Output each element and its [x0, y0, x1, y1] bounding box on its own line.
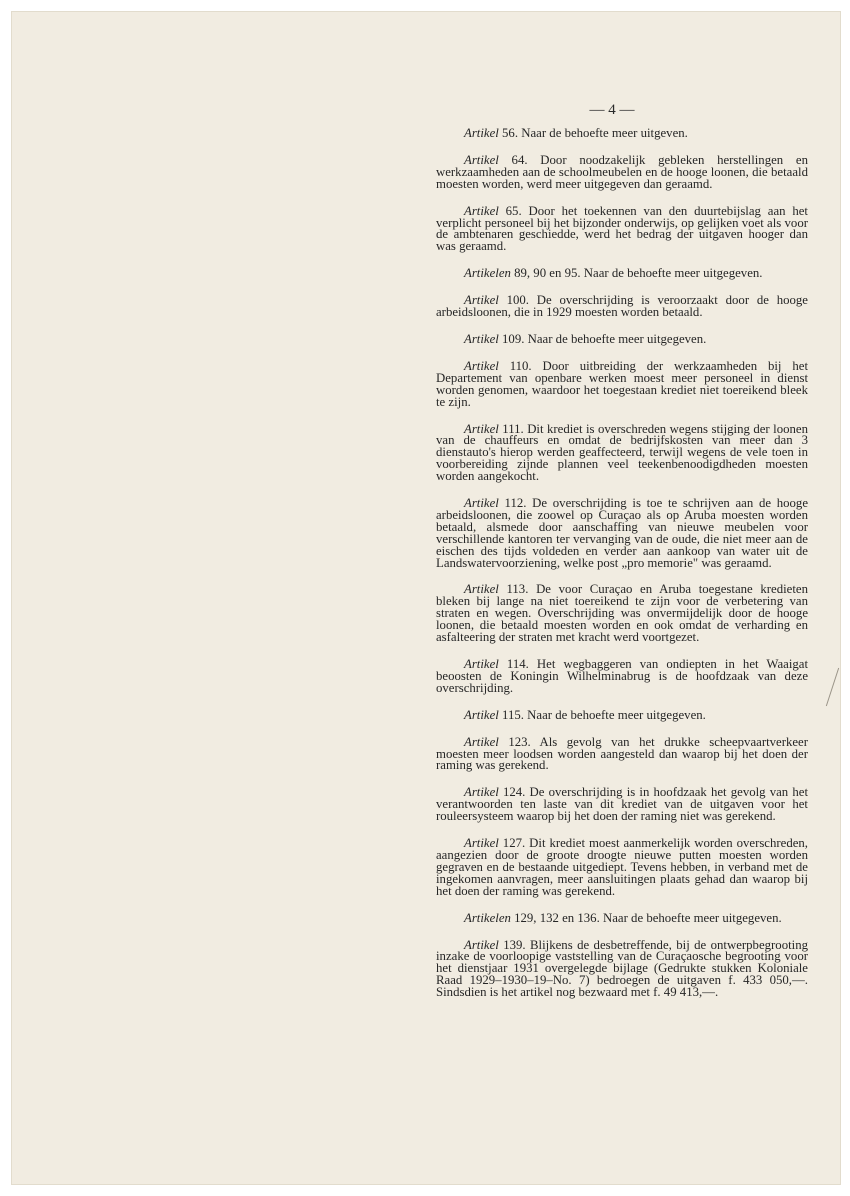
article-label: Artikel	[464, 203, 499, 218]
article-label: Artikel	[464, 152, 499, 167]
article-paragraph	[436, 295, 808, 319]
article-text: Door uitbreiding der werkzaamheden bij het Departement van openbare werken moest meer personeel in dienst worden genomen, waardoor het toegestaan krediet niet toereikend bleek te zijn.	[436, 358, 809, 409]
article-text: Naar de behoefte meer uitgegeven.	[599, 910, 782, 925]
article-number: 139.	[498, 937, 526, 952]
article-number: 56.	[498, 126, 519, 140]
article-text: Dit krediet is overschreden wegens stijging der loonen van de chauffeurs en omdat de bedrijfskosten van meer dan 3 dienstauto's hierop werden geaffecteerd, terwijl wegens de vele toen in voorbereiding zijnde plannen veel teekenbenoodigdheden moesten worden aangekocht.	[436, 421, 808, 484]
article-text: De overschrijding is toe te schrijven aan de hooge arbeidsloonen, die zoowel op Curaçao als op Aruba moesten worden betaald, alsmede door aanschaffing van nieuwe meubelen voor verschillende kantoren ter vervanging van de oude, die niet meer aan de eischen des tijds voldeden en verder aan aankoop van water uit de Landswatervoorziening, welke post „pro memorie" was geraamd.	[436, 496, 808, 570]
article-number: 111.	[498, 421, 524, 436]
article-number: 123.	[498, 734, 531, 749]
article-text: Naar de behoefte meer uitgegeven.	[523, 707, 706, 722]
article-label: Artikel	[464, 293, 499, 308]
article-paragraph	[436, 331, 808, 346]
article-number: 127.	[498, 836, 526, 851]
article-text: Als gevolg van het drukke scheepvaartverkeer moesten meer loodsen worden aangesteld dan waarop bij het doen der raming was gerekend.	[436, 734, 808, 773]
article-label: Artikelen	[464, 266, 511, 281]
article-paragraph	[436, 152, 808, 191]
article-label: Artikel	[464, 707, 499, 722]
article-label: Artikel	[464, 836, 499, 851]
article-number: 129, 132 en 136.	[510, 910, 600, 925]
article-number: 113.	[498, 582, 529, 597]
article-number: 89, 90 en 95.	[510, 266, 581, 281]
article-number: 115.	[498, 707, 524, 722]
article-text: Door het toekennen van den duurtebijslag aan het verplicht personeel bij het bijzonder onderwijs, op gelijken voet als voor de ambtenaren geschiedde, werd het bedrag der uitgaven hooger dan was geraamd.	[436, 203, 808, 254]
article-paragraph	[436, 910, 808, 925]
article-label: Artikel	[464, 358, 499, 373]
article-label: Artikel	[464, 421, 499, 436]
article-number: 110.	[498, 358, 532, 373]
article-text: Dit krediet moest aanmerkelijk worden overschreden, aangezien door de groote droogte nieuwe putten moesten worden gegraven en de bestaande uitgediept. Tevens hebben, in verband met de ingekomen aanvragen, meer aansluitingen plaats gehad dan waarop bij het doen der raming was gerekend.	[436, 836, 809, 898]
article-paragraph	[436, 128, 808, 140]
page-number: — 4 —	[589, 102, 635, 118]
article-label: Artikel	[464, 734, 499, 749]
article-text: Naar de behoefte meer uitgeven.	[518, 126, 688, 140]
article-label: Artikelen	[464, 910, 511, 925]
article-label: Artikel	[464, 657, 499, 671]
article-label: Artikel	[464, 126, 499, 140]
article-label: Artikel	[464, 785, 499, 800]
article-label: Artikel	[464, 331, 499, 346]
article-text: De overschrijding is veroorzaakt door de hooge arbeidsloonen, die in 1929 moesten worden betaald.	[436, 293, 808, 320]
article-paragraph	[436, 421, 808, 484]
article-number: 114.	[498, 657, 529, 671]
article-label: Artikel	[464, 496, 499, 511]
article-text: Naar de behoefte meer uitgegeven.	[524, 331, 707, 346]
article-number: 112.	[498, 496, 527, 511]
article-text: Het wegbaggeren van ondiepten in het Waaigat beoosten de Koningin Wilhelminabrug is de hoofdzaak van deze overschrijding.	[436, 657, 809, 695]
article-notes	[436, 128, 808, 999]
article-label: Artikel	[464, 582, 499, 597]
article-paragraph	[436, 203, 808, 254]
article-paragraph	[436, 734, 808, 773]
article-label: Artikel	[464, 937, 499, 952]
article-number: 65.	[498, 203, 522, 218]
article-paragraph	[436, 358, 809, 409]
article-paragraph	[436, 838, 808, 898]
article-paragraph	[436, 937, 808, 1000]
article-paragraph	[436, 707, 808, 722]
article-text: Door noodzakelijk gebleken herstellingen en werkzaamheden aan de schoolmeubelen en de hooge loonen, die betaald moesten worden, werd meer uitgegeven dan geraamd.	[436, 152, 808, 191]
article-text: De voor Curaçao en Aruba toegestane kredieten bleken bij lange na niet toereikend te zijn voor de verbetering van straten en wegen. Overschrijding was onvermijdelijk door de hooge loonen, die betaald moesten worden en ook omdat de verharding en asfalteering der straten met kracht werd voortgezet.	[436, 582, 808, 645]
article-paragraph	[436, 787, 808, 823]
article-number: 124.	[498, 785, 526, 800]
margin-mark	[826, 668, 839, 706]
article-paragraph	[436, 659, 808, 695]
article-number: 64.	[498, 152, 528, 167]
article-text: De overschrijding is in hoofdzaak het gevolg van het verantwoorden ten laste van dit krediet van de uitgaven voor het rouleersysteem waarop bij het doen der raming niet was gerekend.	[436, 785, 809, 824]
article-text: Naar de behoefte meer uitgegeven.	[580, 266, 763, 281]
article-paragraph	[436, 498, 808, 569]
article-number: 100.	[498, 293, 529, 308]
article-paragraph	[436, 268, 808, 280]
article-number: 109.	[498, 331, 525, 346]
document-page	[12, 12, 840, 1184]
article-text: Blijkens de desbetreffende, bij de ontwerpbegrooting inzake de voorloopige vaststelling van de Curaçaosche begrooting voor het dienstjaar 1931 overgelegde bijlage (Gedrukte stukken Koloniale Raad 1929–1930–19–No. 7) bedroegen de uitgaven f. 433 050,—. Sindsdien is het artikel nog bezwaard met f. 49 413,—.	[436, 937, 808, 1000]
article-paragraph	[436, 584, 808, 644]
